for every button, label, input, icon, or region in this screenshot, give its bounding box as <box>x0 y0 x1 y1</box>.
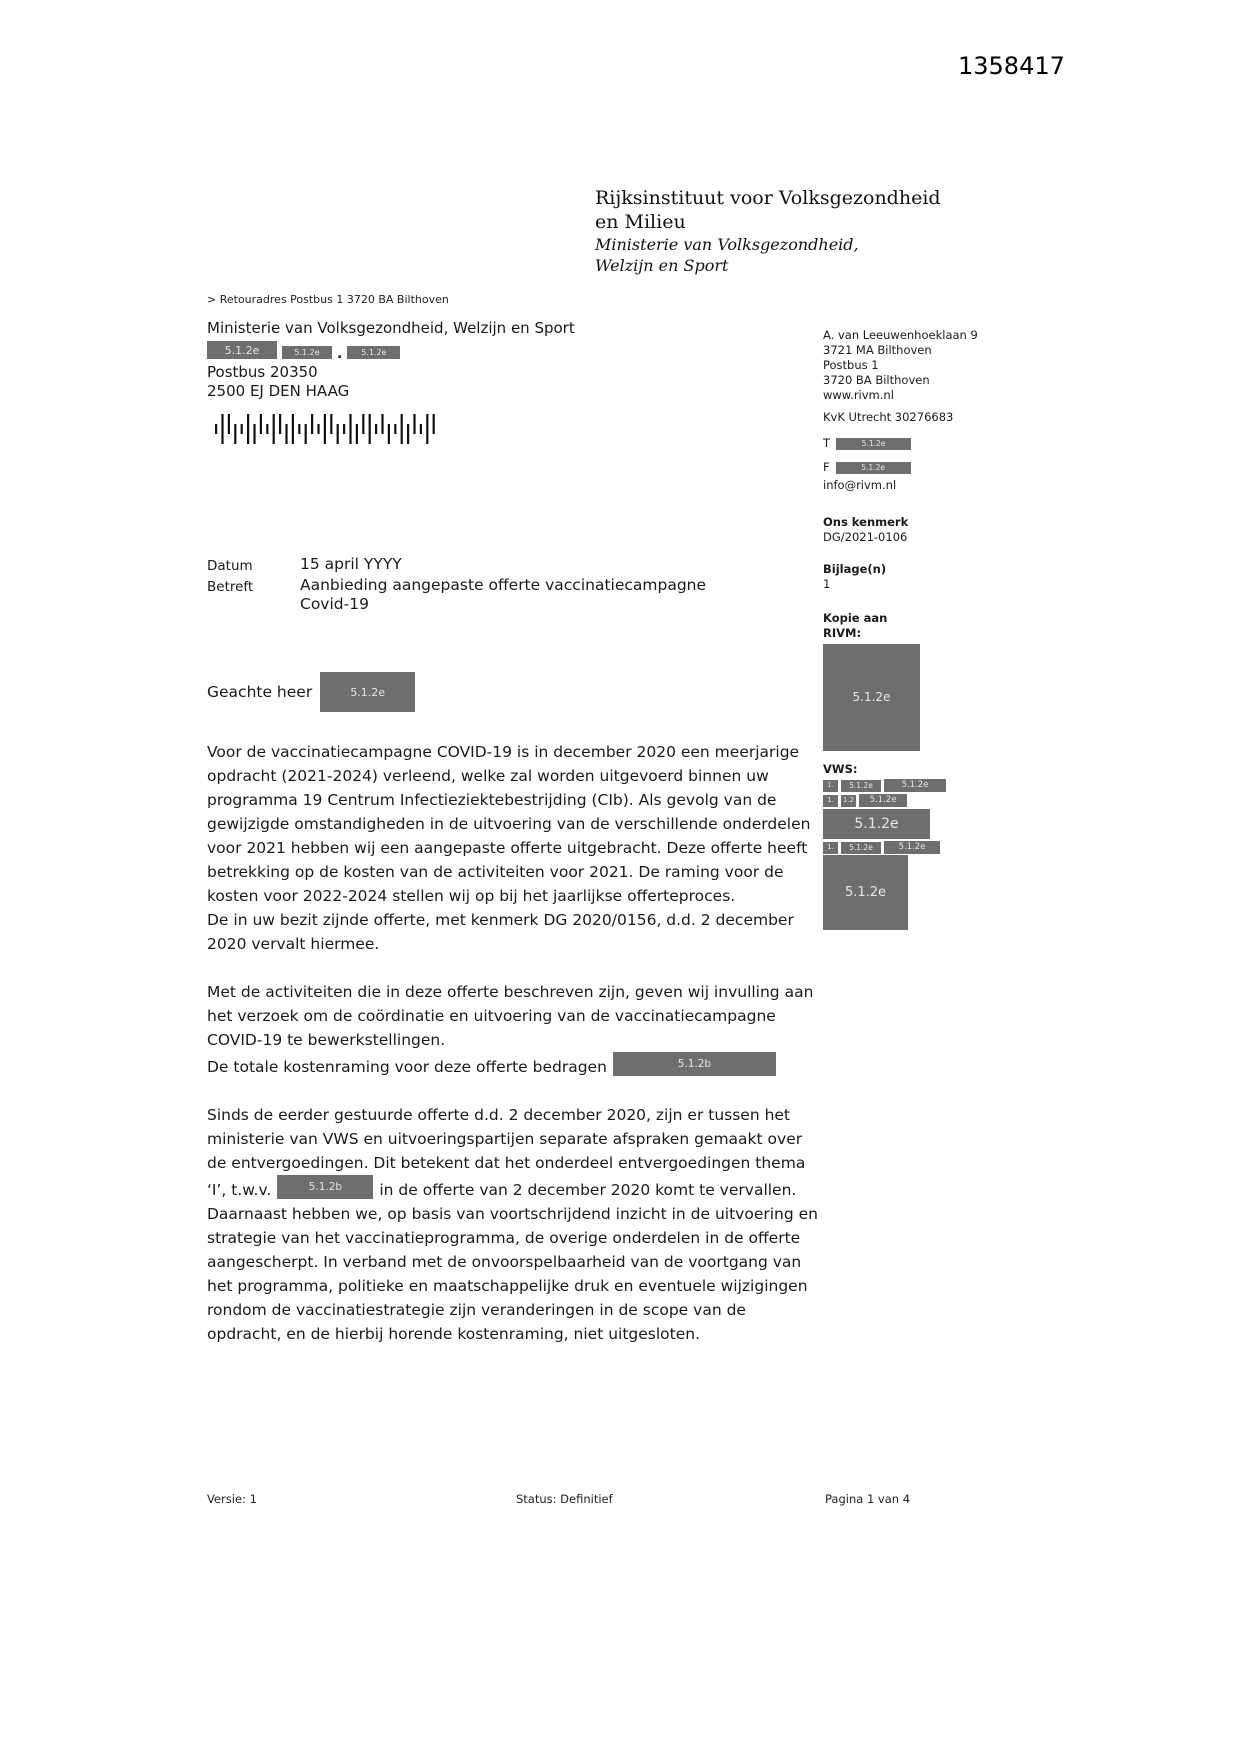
redaction-box: 5.1.2e <box>884 779 946 792</box>
fax-row <box>823 460 998 475</box>
footer-status: Status: Definitief <box>516 1492 613 1506</box>
separator-dot: . <box>337 346 343 362</box>
main-column <box>207 293 819 1346</box>
office-website: www.rivm.nl <box>823 388 894 402</box>
ministry-line1: Ministerie van Volksgezondheid, <box>595 235 859 254</box>
redaction-box: 5.1.2e <box>282 346 332 359</box>
redaction-box: 5.1.2e <box>841 780 881 792</box>
footer-pagina: Pagina 1 van 4 <box>825 1492 911 1506</box>
redaction-box-phone: 5.1.2e <box>836 438 911 450</box>
paragraph-2 <box>207 980 819 1079</box>
redaction-box: 5.1.2e <box>207 341 277 359</box>
org-name-line1: Rijksinstituut voor Volksgezondheid <box>595 187 941 209</box>
paragraph-3 <box>207 1103 819 1346</box>
paragraph-2-text: Met de activiteiten die in deze offerte beschreven zijn, geven wij invulling aan het verzoek om de coördinatie en uitvoering van de vaccinatiecampagne COVID-19 te bewerkstellingen. <box>207 983 814 1049</box>
paragraph-2b-text: De totale kostenraming voor deze offerte bedragen <box>207 1058 607 1076</box>
footer-versie: Versie: 1 <box>207 1492 257 1506</box>
redaction-box: 1. <box>823 842 838 854</box>
betreft-line2: Covid-19 <box>300 595 369 613</box>
datum-label: Datum <box>207 558 253 574</box>
betreft-line1: Aanbieding aangepaste offerte vaccinatiecampagne <box>300 576 707 594</box>
redaction-box-name: 5.1.2e <box>320 672 415 712</box>
redaction-box-rivm-names: 5.1.2e <box>823 644 920 751</box>
office-email: info@rivm.nl <box>823 478 897 492</box>
kopie-rivm-label: RIVM: <box>823 626 862 640</box>
vws-redaction-row <box>823 794 998 807</box>
kopie-aan-label: Kopie aan <box>823 611 888 625</box>
salutation-text: Geachte heer <box>207 683 313 701</box>
recipient-city: 2500 EJ DEN HAAG <box>207 382 350 400</box>
redaction-box: 5.1.2e <box>884 841 940 854</box>
recipient-name: Ministerie van Volksgezondheid, Welzijn en Sport <box>207 319 575 337</box>
office-address-line: Postbus 1 <box>823 358 879 372</box>
phone-row <box>823 436 998 451</box>
vws-redaction-row <box>823 841 998 854</box>
meta-block <box>207 555 819 614</box>
betreft-value <box>300 576 819 614</box>
letterhead <box>595 186 941 276</box>
office-address-line: 3720 BA Bilthoven <box>823 373 930 387</box>
redaction-box-fax: 5.1.2e <box>836 462 911 474</box>
datum-value: 15 april YYYY <box>300 555 402 573</box>
redaction-box: 5.1.2e <box>859 794 907 807</box>
datum-row <box>207 555 819 576</box>
redaction-box: 1. <box>823 780 838 792</box>
kix-barcode <box>215 411 445 447</box>
paragraph-1b-text: De in uw bezit zijnde offerte, met kenmerk DG 2020/0156, d.d. 2 december 2020 vervalt hiermee. <box>207 911 794 953</box>
ministry-line2: Welzijn en Sport <box>595 256 729 275</box>
paragraph-1 <box>207 740 819 956</box>
document-number: 1358417 <box>958 52 1065 80</box>
redaction-box: 5.1.2e <box>347 346 400 359</box>
paragraph-1-text: Voor de vaccinatiecampagne COVID-19 is in december 2020 een meerjarige opdracht (2021-2024) verleend, welke zal worden uitgevoerd binnen uw programma 19 Centrum Infectieziektebestrijding (CIb). Als gevolg van de gewijzigde omstandigheden in de uitvoering van de verschillende onderdelen voor 2021 hebben wij een aangepaste offerte uitgebracht. Deze offerte heeft betrekking op de kosten van de activiteiten voor 2021. De raming voor de kosten voor 2022-2024 stellen wij op bij het jaarlijkse offerteproces. <box>207 743 811 905</box>
redaction-box: 1. <box>823 795 838 807</box>
office-address-line: 3721 MA Bilthoven <box>823 343 932 357</box>
retouradres-line: > Retouradres Postbus 1 3720 BA Bilthoven <box>207 293 449 306</box>
paragraph-2b-row <box>207 1052 819 1079</box>
sidebar <box>823 328 998 930</box>
org-name-line2: en Milieu <box>595 211 686 233</box>
kenmerk-label: Ons kenmerk <box>823 515 909 529</box>
recipient-postbus: Postbus 20350 <box>207 363 318 381</box>
redaction-box: 5.1.2e <box>841 842 881 854</box>
redaction-box-vws-names: 5.1.2e <box>823 855 908 930</box>
paragraph-3b-text: in de offerte van 2 december 2020 komt te vervallen. Daarnaast hebben we, op basis van voortschrijdend inzicht in de uitvoering en strategie van het vaccinatieprogramma, de overige onderdelen in de offerte aangescherpt. In verband met de onvoorspelbaarheid van de voortgang van het programma, politieke en maatschappelijke druk en eventuele wijzigingen rondom de vaccinatiestrategie zijn veranderingen in de scope van de opdracht, en de hierbij horende kostenraming, niet uitgesloten. <box>207 1181 818 1343</box>
redaction-box-amount: 5.1.2b <box>613 1052 776 1076</box>
redaction-box-vws-names: 5.1.2e <box>823 809 930 839</box>
betreft-label: Betreft <box>207 579 254 595</box>
betreft-row <box>207 576 819 614</box>
vws-redaction-row <box>823 779 998 792</box>
redaction-box-amount: 5.1.2b <box>277 1175 373 1199</box>
phone-label: T <box>823 436 831 450</box>
fax-label: F <box>823 460 830 474</box>
salutation-row <box>207 672 819 712</box>
recipient-redaction-row <box>207 341 819 362</box>
kenmerk-value: DG/2021-0106 <box>823 530 908 544</box>
bijlage-value: 1 <box>823 577 831 591</box>
office-address-line: A. van Leeuwenhoeklaan 9 <box>823 328 978 342</box>
redaction-box: 1.2 <box>841 795 856 807</box>
paragraph-3a-text: Sinds de eerder gestuurde offerte d.d. 2 december 2020, zijn er tussen het ministerie van VWS en uitvoeringspartijen separate afspraken gemaakt over de entvergoedingen. Dit betekent dat het onderdeel entvergoedingen thema ‘I’, t.w.v. <box>207 1106 806 1199</box>
vws-label: VWS: <box>823 762 858 776</box>
kvk-number: KvK Utrecht 30276683 <box>823 410 954 424</box>
bijlage-label: Bijlage(n) <box>823 562 887 576</box>
